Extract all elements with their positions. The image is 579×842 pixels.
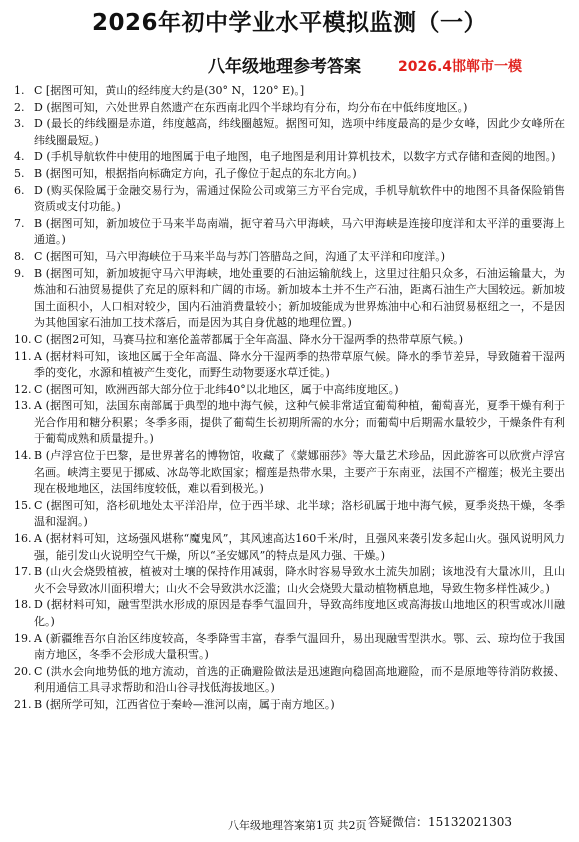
contact-info: 答疑微信：15132021303 [368,815,512,829]
answer-item [0,116,579,149]
answer-text: D (购买保险属于金融交易行为，需通过保险公司或第三方平台完成，手机导航软件中的地图不具备保险销售资质或支付功能。) [34,183,565,214]
answer-number: 19. [14,631,32,645]
answer-text: D (最长的纬线圈是赤道，纬度越高，纬线圈越短。据图可知，选项中纬度最高的是少女峰，因此少女峰所在纬线圈最短。) [34,117,565,147]
answer-number: 7. [14,216,25,230]
answer-number: 8. [14,249,25,263]
answer-number: 5. [14,166,25,180]
answer-item [0,266,579,332]
answer-number: 2. [14,100,25,114]
answer-text: C [据图可知，黄山的经纬度大约是(30° N，120° E)。] [34,84,305,97]
answer-text: B (据图可知，新加坡扼守马六甲海峡，地处重要的石油运输航线上，这里过往船只众多，石油运输量大，为炼油和石油贸易提供了充足的原料和广阔的市场。新加坡本土并不生产石油，距离石油生产大国较远。新加坡国土面积小，人口相对较少，国内石油消费量较小；新加坡能成为世界炼油中心和石油贸易枢纽之一，不是因为其他国家石油加工技术落后，而是因为其自身优越的地理位置。) [34,266,565,330]
answer-text: D (据图可知，六处世界自然遗产在东西南北四个半球均有分布，均分布在中低纬度地区。) [34,100,468,114]
answer-item [0,398,579,448]
answer-item [0,149,579,166]
answer-text: C (据图可知，欧洲西部大部分位于北纬40°以北地区，属于中高纬度地区。) [34,382,399,396]
answer-text: A (据图可知，法国东南部属于典型的地中海气候，这种气候非常适宜葡萄种植，葡萄喜光，夏季干燥有利于光合作用和糖分积累；冬季多雨，提供了葡萄生长初期所需的水分；而葡萄中后期需水量较少，干燥条件有利于葡萄成熟和质量提升。) [34,399,565,446]
page-title: 2026年初中学业水平模拟监测（一） [91,10,487,36]
answer-text: D (手机导航软件中使用的地图属于电子地图，电子地图是利用计算机技术，以数字方式存储和查阅的地图。) [34,150,556,164]
subtitle-row [0,56,579,80]
answer-item [0,183,579,216]
answer-text: A (新疆维吾尔自治区纬度较高，冬季降雪丰富，春季气温回升，易出现融雪型洪水。鄂、云、琼均位于我国南方地区，冬季不会形成大量积雪。) [34,631,565,662]
answer-item [0,597,579,630]
answer-item [0,249,579,266]
answer-text: B (据图可知，新加坡位于马来半岛南端，扼守着马六甲海峡，马六甲海峡是连接印度洋和太平洋的重要海上通道。) [34,216,565,247]
answer-number: 6. [14,183,25,197]
answer-number: 21. [14,697,32,711]
answer-text: C (据图2可知，马赛马拉和塞伦盖蒂都属于全年高温、降水分干湿两季的热带草原气候。) [34,332,463,346]
answer-item [0,697,579,714]
answer-text: A (据材料可知，这场强风堪称“魔鬼风”，其风速高达160千米/时，且强风来袭引发多起山火。强风说明风力强，能引发山火说明空气干燥，所以“圣安娜风”的特点是风力强、干燥。) [34,532,565,562]
answer-number: 15. [14,498,32,512]
answer-number: 4. [14,150,25,164]
answer-item [0,664,579,697]
answer-number: 20. [14,664,32,678]
answer-text: B (卢浮宫位于巴黎，是世界著名的博物馆，收藏了《蒙娜丽莎》等大量艺术珍品，因此游客可以欣赏卢浮宫名画。峡湾主要见于挪威、冰岛等北欧国家；榴莲是热带水果，主要产于东南亚，法国不产榴莲；极光主要出现在极地地区，法国纬度较低，难以看到极光。) [34,449,565,496]
answer-text: C (洪水会向地势低的地方流动，首选的正确避险做法是迅速跑向稳固高地避险，而不是原地等待消防救援、利用通信工具寻求帮助和沿山谷寻找低海拔地区。) [34,664,565,695]
answer-number: 11. [14,349,32,363]
answer-item [0,349,579,382]
answer-number: 9. [14,266,25,280]
answer-text: B (山火会烧毁植被，植被对土壤的保持作用减弱，降水时容易导致水土流失加剧；该地没有大量冰川，且山火不会导致冰川面积增大；山火不会导致洪水泛滥；山火会烧毁大量动植物栖息地，导致生物多样性减少。) [34,565,565,595]
answer-item [0,216,579,249]
answer-number: 12. [14,382,32,396]
answer-item [0,448,579,498]
answer-number: 17. [14,565,32,579]
page-subtitle: 八年级地理参考答案 [208,57,361,77]
page-footer: 八年级地理答案第1页 共2页 [228,819,367,832]
answer-item [0,382,579,399]
answer-number: 16. [14,532,32,546]
answer-list [0,83,579,714]
answer-number: 1. [14,84,25,97]
answer-text: B (据所学可知，江西省位于秦岭—淮河以南，属于南方地区。) [34,697,335,711]
answer-text: C (据图可知，洛杉矶地处太平洋沿岸，位于西半球、北半球；洛杉矶属于地中海气候，夏季炎热干燥，冬季温和湿润。) [34,498,565,529]
exam-tag: 2026.4邯郸市一模 [398,59,523,75]
answer-item [0,631,579,664]
answer-number: 13. [14,399,32,413]
answer-text: D (据材料可知，融雪型洪水形成的原因是春季气温回升，导致高纬度地区或高海拔山地地区的积雪或冰川融化。) [34,598,565,628]
answer-item [0,100,579,117]
answer-number: 10. [14,332,32,346]
answer-item [0,83,579,100]
answer-number: 14. [14,449,32,463]
answer-item [0,166,579,183]
answer-item [0,498,579,531]
answer-text: A (据材料可知，该地区属于全年高温、降水分干湿两季的热带草原气候。降水的季节差异，导致随着干湿两季的变化，水源和植被产生变化，而野生动物要逐水草迁徙。) [34,349,565,380]
answer-item [0,564,579,597]
answer-number: 18. [14,598,32,612]
answer-text: C (据图可知，马六甲海峡位于马来半岛与苏门答腊岛之间，沟通了太平洋和印度洋。) [34,249,445,263]
answer-item [0,332,579,349]
answer-text: B (据图可知，根据指向标确定方向，孔子像位于起点的东北方向。) [34,166,357,180]
answer-number: 3. [14,117,25,131]
answer-item [0,531,579,564]
